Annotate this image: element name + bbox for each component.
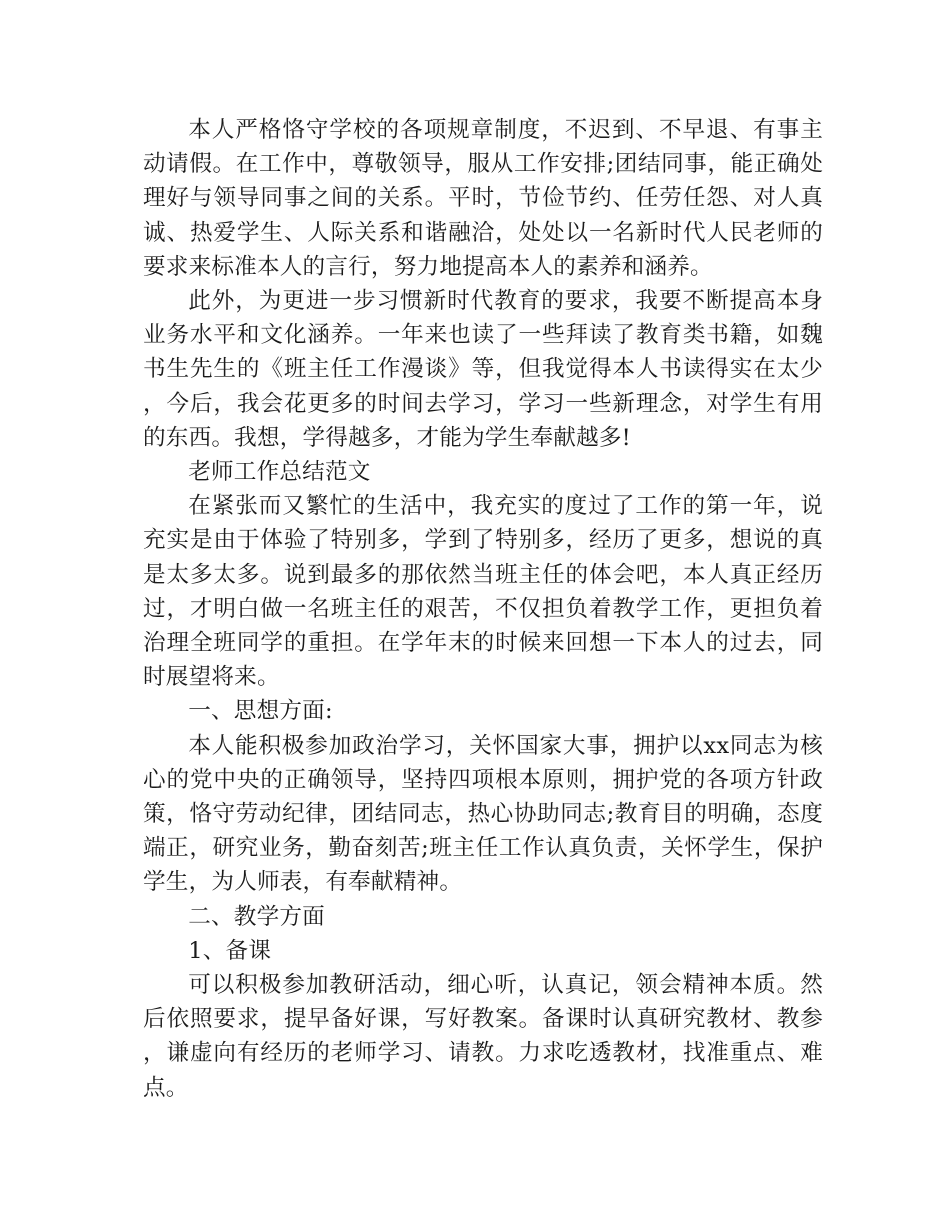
section-title-teacher-summary: 老师工作总结范文 bbox=[188, 459, 371, 486]
paragraph-ideology: 本人能积极参加政治学习，关怀国家大事，拥护以xx同志为核心的党中央的正确领导，坚持四项根本原则，拥护党的各项方针政策，恪守劳动纪律，团结同志，热心协助同志;教育目的明确，态度端正，研究业务，勤奋刻苦;班主任工作认真负责，关怀学生，保护学生，为人师表，有奉献精神。 bbox=[143, 732, 823, 896]
paragraph-rules-discipline: 本人严格恪守学校的各项规章制度，不迟到、不早退、有事主动请假。在工作中，尊敬领导，服从工作安排;团结同事，能正确处理好与领导同事之间的关系。平时，节俭节约、任劳任怨、对人真诚、热爱学生、人际关系和谐融洽，处处以一名新时代人民老师的要求来标准本人的言行，努力地提高本人的素养和涵养。 bbox=[143, 117, 823, 280]
paragraph-lesson-prep: 可以积极参加教研活动，细心听，认真记，领会精神本质。然后依照要求，提早备好课，写好教案。备课时认真研究教材、教参，谦虚向有经历的老师学习、请教。力求吃透教材，找准重点、难点。 bbox=[143, 972, 823, 1101]
heading-teaching: 二、教学方面 bbox=[188, 903, 325, 930]
heading-ideology: 一、思想方面: bbox=[188, 698, 333, 725]
paragraph-self-study: 此外，为更进一步习惯新时代教育的要求，我要不断提高本身业务水平和文化涵养。一年来也读了一些拜读了教育类书籍，如魏书生先生的《班主任工作漫谈》等，但我觉得本人书读得实在太少，今后，我会花更多的时间去学习，学习一些新理念，对学生有用的东西。我想，学得越多，才能为学生奉献越多! bbox=[143, 288, 823, 451]
subheading-lesson-prep: 1、备课 bbox=[188, 937, 272, 964]
document-body bbox=[143, 113, 823, 1105]
paragraph-first-year: 在紧张而又繁忙的生活中，我充实的度过了工作的第一年，说充实是由于体验了特别多，学到了特别多，经历了更多，想说的真是太多太多。说到最多的那依然当班主任的体会吧，本人真正经历过，才明白做一名班主任的艰苦，不仅担负着教学工作，更担负着治理全班同学的重担。在学年末的时候来回想一下本人的过去，同时展望将来。 bbox=[143, 493, 823, 691]
